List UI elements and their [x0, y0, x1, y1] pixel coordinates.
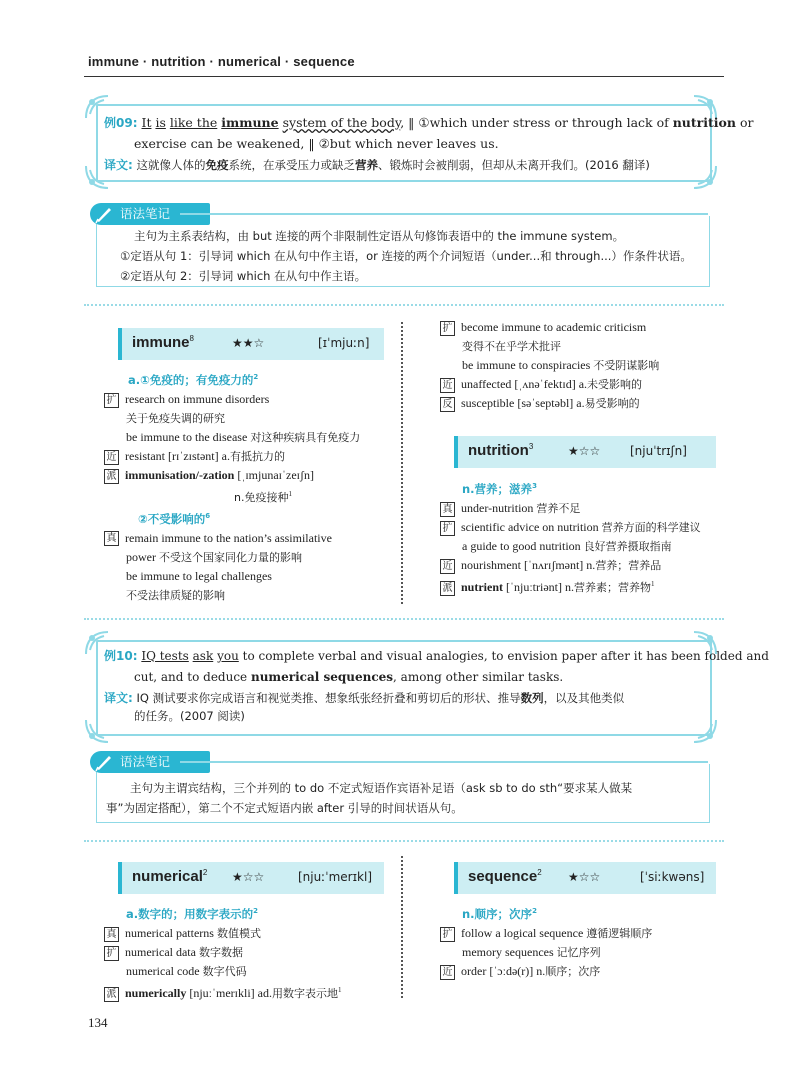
headword: immune [132, 334, 190, 351]
word-card-sequence: sequence$^2$ ★☆☆ [ˈsiːkwəns] [454, 862, 716, 894]
grammar-note-banner: 语法笔记 [90, 751, 210, 773]
grammar-note-1-line2: ①定语从句 1：引导词 which 在从句中作主语，or 连接的两个介词短语（under...和 through...）作条件状语。 [120, 249, 692, 263]
pen-icon [94, 204, 114, 224]
pen-icon [94, 752, 114, 772]
section-divider [84, 618, 724, 620]
sequence-entries: n.顺序；次序$^2$ 扩 follow a logical sequence 遵循逻辑顺序 memory sequences 记忆序列 近 order [ˈɔːdə(r)] n.顺序；次序 [440, 902, 736, 981]
example-09-line1: 例09: It is like the immune system of the body, ‖ ①which under stress or through lack of nutrition or [104, 115, 754, 130]
grammar-banner-rule [180, 761, 708, 763]
sense-label: a.①免疫的；有免疫力的$^2$ [128, 372, 259, 387]
column-divider [401, 322, 403, 604]
page-number: 134 [88, 1015, 108, 1030]
section-divider [84, 840, 724, 842]
headword: sequence [468, 868, 538, 885]
headword: numerical [132, 868, 203, 885]
phonetic: [ɪˈmjuːn] [318, 336, 370, 350]
example-09-translation: 译文: 这就像人体的免疫系统，在承受压力或缺乏营养、锻炼时会被削弱，但却从未离开我们。(2016 翻译) [104, 158, 650, 172]
word-card-immune: immune$^8$ ★★☆ [ɪˈmjuːn] [118, 328, 384, 360]
immune-more-entries: 扩 become immune to academic criticism 变得不在乎学术批评 be immune to conspiracies 不受阴谋影响 近 unaffected [ˌʌnəˈfektɪd] a.未受影响的 反 susceptible [səˈseptəbl] a.易受影响的 [440, 318, 730, 413]
ornament-corner-icon [692, 164, 718, 190]
running-header: immune · nutrition · numerical · sequence [88, 54, 355, 69]
phonetic: [njuːˈmerɪkl] [298, 870, 372, 884]
grammar-note-1-line3: ②定语从句 2：引导词 which 在从句中作主语。 [120, 269, 367, 283]
word-card-nutrition: nutrition$^3$ ★☆☆ [njuˈtrɪʃn] [454, 436, 716, 468]
example-10-translation: 译文: IQ 测试要求你完成语言和视觉类推、想象纸张经折叠和剪切后的形状、推导数列，以及其他类似 [104, 691, 625, 705]
column-divider [401, 856, 403, 998]
phonetic: [ˈsiːkwəns] [640, 870, 705, 884]
grammar-note-2-line2: 事”为固定搭配），第二个不定式短语内嵌 after 引导的时间状语从句。 [106, 801, 463, 815]
frequency-stars: ★☆☆ [568, 870, 601, 884]
frequency-stars: ★★☆ [232, 336, 265, 350]
grammar-note-2-line1: 主句为主谓宾结构，三个并列的 to do 不定式短语作宾语补足语（ask sb to do sth“要求某人做某 [130, 781, 633, 795]
nutrition-entries: n.营养；滋养$^3$ 真 under-nutrition 营养不足 扩 scientific advice on nutrition 营养方面的科学建议 a guide to good nutrition 良好营养摄取指南 近 nourishment [ˈnʌrɪʃmənt] n.营养；营养品 派 nutrient [ˈnjuːtriənt] n.营养素；营养物$^1$ [440, 477, 736, 597]
ornament-corner-icon [84, 718, 110, 744]
grammar-note-banner: 语法笔记 [90, 203, 210, 225]
example-10-line2: cut, and to deduce numerical sequences, among other similar tasks. [134, 670, 564, 684]
example-10-translation-line2: 的任务。(2007 阅读) [134, 709, 245, 723]
word-card-numerical: numerical$^2$ ★☆☆ [njuːˈmerɪkl] [118, 862, 384, 894]
section-divider [84, 304, 724, 306]
example-09-line2: exercise can be weakened, ‖ ②but which never leaves us. [134, 136, 499, 151]
grammar-banner-rule [180, 213, 708, 215]
headword: nutrition [468, 442, 529, 459]
frequency-stars: ★☆☆ [568, 444, 601, 458]
phonetic: [njuˈtrɪʃn] [630, 444, 687, 458]
ornament-corner-icon [692, 718, 718, 744]
grammar-note-1-text: 主句为主系表结构，由 but 连接的两个非限制性定语从句修饰表语中的 the immune system。 [134, 229, 625, 243]
header-rule [84, 76, 724, 77]
example-label: 例09 [104, 116, 133, 130]
numerical-entries: a.数字的；用数字表示的$^2$ 真 numerical patterns 数值模式 扩 numerical data 数字数据 numerical code 数字代码 派 numerically [njuːˈmerɪkli] ad.用数字表示地$^1$ [104, 902, 400, 1003]
example-10-line1: 例10: IQ tests ask you to complete verbal and visual analogies, to envision paper after it has been folded and [104, 649, 769, 663]
immune-entries: a.①免疫的；有免疫力的$^2$ 扩 research on immune disorders 关于免疫失调的研究 be immune to the disease 对这种疾病具有免疫力 近 resistant [rɪˈzɪstənt] a.有抵抗力的 派 immunisation/-zation [ˌɪmjunaɪˈzeɪʃn] n.免疫接种$^1$ ②不受影响的$^6$ 真 remain immune to the nation’s assimilative power 不受这个国家同化力量的影响 be immune to legal challenges 不受法律质疑的影响 [104, 368, 394, 605]
frequency-stars: ★☆☆ [232, 870, 265, 884]
